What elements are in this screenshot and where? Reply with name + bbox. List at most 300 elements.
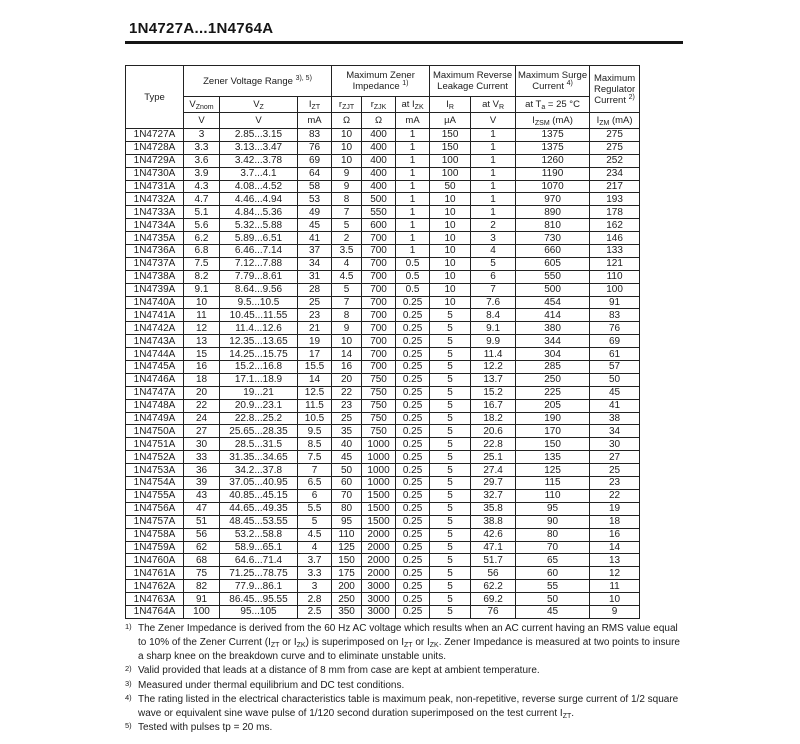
cell-value: 700 (362, 309, 396, 322)
cell-value: 9 (332, 167, 362, 180)
cell-value: 45 (332, 451, 362, 464)
cell-value: 95 (332, 515, 362, 528)
cell-type: 1N4749A (126, 412, 184, 425)
cell-value: 0.25 (396, 386, 430, 399)
cell-value: 4.7 (184, 193, 220, 206)
cell-value: 34.2...37.8 (220, 464, 298, 477)
cell-type: 1N4763A (126, 593, 184, 606)
cell-value: 5 (430, 477, 471, 490)
unit-ohm-rzjt: Ω (332, 113, 362, 129)
cell-value: 3.5 (332, 245, 362, 258)
cell-value: 5 (430, 515, 471, 528)
cell-value: 47 (184, 502, 220, 515)
cell-value: 86.45...95.55 (220, 593, 298, 606)
cell-value: 1375 (516, 129, 590, 142)
cell-value: 12.5 (298, 386, 332, 399)
cell-value: 11 (184, 309, 220, 322)
cell-value: 285 (516, 361, 590, 374)
cell-value: 10 (332, 154, 362, 167)
cell-value: 810 (516, 219, 590, 232)
cell-value: 49 (298, 206, 332, 219)
group-header-max-reverse-leakage: Maximum Reverse Leakage Current (430, 66, 516, 97)
cell-value: 13.7 (471, 373, 516, 386)
cell-value: 454 (516, 296, 590, 309)
cell-value: 45 (298, 219, 332, 232)
cell-value: 225 (516, 386, 590, 399)
cell-value: 10.45...11.55 (220, 309, 298, 322)
cell-value: 35.8 (471, 502, 516, 515)
cell-value: 1500 (362, 502, 396, 515)
cell-value: 25 (590, 464, 640, 477)
cell-value: 5 (430, 605, 471, 618)
cell-value: 7 (332, 206, 362, 219)
col-header-izt: $I_{ZT}$ (298, 97, 332, 113)
cell-value: 4 (298, 541, 332, 554)
table-row (126, 167, 640, 180)
cell-value: 90 (516, 515, 590, 528)
cell-value: 178 (590, 206, 640, 219)
cell-value: 7 (471, 283, 516, 296)
cell-value: 1500 (362, 489, 396, 502)
cell-value: 1 (396, 154, 430, 167)
cell-value: 25 (298, 296, 332, 309)
cell-value: 64 (298, 167, 332, 180)
table-row (126, 502, 640, 515)
cell-value: 1 (396, 232, 430, 245)
cell-value: 56 (471, 567, 516, 580)
cell-value: 34 (590, 425, 640, 438)
footnote-text: Valid provided that leads at a distance of 8 mm from case are kept at ambient temperature. (138, 665, 540, 677)
cell-value: 190 (516, 412, 590, 425)
cell-value: 3.9 (184, 167, 220, 180)
cell-value: 20.6 (471, 425, 516, 438)
cell-value: 605 (516, 257, 590, 270)
cell-value: 400 (362, 167, 396, 180)
zener-spec-table (125, 65, 640, 619)
cell-value: 110 (516, 489, 590, 502)
cell-value: 0.25 (396, 399, 430, 412)
cell-type: 1N4730A (126, 167, 184, 180)
cell-value: 150 (332, 554, 362, 567)
cell-value: 890 (516, 206, 590, 219)
cell-value: 7.5 (184, 257, 220, 270)
cell-value: 1 (471, 154, 516, 167)
cell-value: 95...105 (220, 605, 298, 618)
cell-value: 6.8 (184, 245, 220, 258)
cell-value: 350 (332, 605, 362, 618)
cell-value: 970 (516, 193, 590, 206)
cell-value: 750 (362, 373, 396, 386)
cell-type: 1N4761A (126, 567, 184, 580)
cell-value: 6.5 (298, 477, 332, 490)
cell-value: 4.84...5.36 (220, 206, 298, 219)
cell-value: 0.25 (396, 438, 430, 451)
cell-value: 1 (471, 180, 516, 193)
footnote-text: Measured under thermal equilibrium and DC test conditions. (138, 679, 405, 691)
cell-value: 83 (298, 129, 332, 142)
cell-value: 29.7 (471, 477, 516, 490)
cell-value: 5 (430, 451, 471, 464)
cell-value: 500 (516, 283, 590, 296)
table-row (126, 219, 640, 232)
cell-value: 1 (396, 180, 430, 193)
cell-value: 21 (298, 322, 332, 335)
cell-value: 9 (332, 322, 362, 335)
cell-value: 19 (298, 335, 332, 348)
cell-value: 217 (590, 180, 640, 193)
cell-value: 1000 (362, 451, 396, 464)
table-row (126, 141, 640, 154)
cell-value: 125 (516, 464, 590, 477)
cell-value: 2000 (362, 528, 396, 541)
cell-value: 0.5 (396, 257, 430, 270)
cell-value: 5 (430, 361, 471, 374)
cell-value: 1260 (516, 154, 590, 167)
col-header-vznom: $V_{Znom}$ (184, 97, 220, 113)
cell-type: 1N4736A (126, 245, 184, 258)
cell-value: 18 (590, 515, 640, 528)
cell-value: 3 (471, 232, 516, 245)
unit-izsm: $I_{ZSM}$ (mA) (516, 113, 590, 129)
cell-value: 550 (516, 270, 590, 283)
cell-value: 0.25 (396, 464, 430, 477)
cell-value: 11.5 (298, 399, 332, 412)
cell-value: 10 (430, 193, 471, 206)
cell-type: 1N4743A (126, 335, 184, 348)
cell-value: 15.2...16.8 (220, 361, 298, 374)
table-row (126, 245, 640, 258)
cell-value: 10 (184, 296, 220, 309)
cell-value: 69 (298, 154, 332, 167)
cell-value: 7.6 (471, 296, 516, 309)
cell-value: 0.25 (396, 335, 430, 348)
cell-value: 19...21 (220, 386, 298, 399)
cell-value: 4.08...4.52 (220, 180, 298, 193)
cell-value: 6.46...7.14 (220, 245, 298, 258)
cell-value: 31.35...34.65 (220, 451, 298, 464)
cell-value: 10.5 (298, 412, 332, 425)
cell-value: 43 (184, 489, 220, 502)
cell-value: 1 (396, 193, 430, 206)
unit-v-vr: V (471, 113, 516, 129)
cell-value: 5 (430, 528, 471, 541)
title-rule (125, 41, 683, 44)
cell-type: 1N4735A (126, 232, 184, 245)
cell-value: 2000 (362, 541, 396, 554)
cell-value: 15.5 (298, 361, 332, 374)
cell-value: 9.9 (471, 335, 516, 348)
cell-value: 60 (516, 567, 590, 580)
cell-value: 2000 (362, 567, 396, 580)
cell-value: 3000 (362, 605, 396, 618)
cell-value: 4.3 (184, 180, 220, 193)
table-row (126, 554, 640, 567)
cell-value: 18 (184, 373, 220, 386)
cell-value: 0.25 (396, 528, 430, 541)
cell-value: 13 (184, 335, 220, 348)
table-row (126, 180, 640, 193)
cell-value: 1375 (516, 141, 590, 154)
group-header-max-regulator-current: Maximum Regulator Current $^{2)}$ (590, 66, 640, 113)
cell-value: 76 (590, 322, 640, 335)
cell-value: 8 (332, 193, 362, 206)
cell-value: 250 (516, 373, 590, 386)
cell-value: 1 (396, 245, 430, 258)
cell-value: 28.5...31.5 (220, 438, 298, 451)
cell-value: 380 (516, 322, 590, 335)
cell-value: 5.6 (184, 219, 220, 232)
cell-value: 0.25 (396, 605, 430, 618)
cell-value: 600 (362, 219, 396, 232)
table-row (126, 206, 640, 219)
cell-value: 25 (332, 412, 362, 425)
cell-value: 10 (332, 141, 362, 154)
col-header-rzjt: $r_{ZJT}$ (332, 97, 362, 113)
cell-value: 9.5 (298, 425, 332, 438)
cell-type: 1N4755A (126, 489, 184, 502)
cell-value: 2000 (362, 554, 396, 567)
cell-value: 19 (590, 502, 640, 515)
cell-value: 9 (590, 605, 640, 618)
table-row (126, 477, 640, 490)
cell-value: 32.7 (471, 489, 516, 502)
cell-value: 750 (362, 399, 396, 412)
col-header-at-izk: at $I_{ZK}$ (396, 97, 430, 113)
cell-value: 4 (332, 257, 362, 270)
cell-value: 414 (516, 309, 590, 322)
cell-type: 1N4727A (126, 129, 184, 142)
cell-value: 150 (430, 129, 471, 142)
cell-value: 7.12...7.88 (220, 257, 298, 270)
cell-value: 700 (362, 283, 396, 296)
cell-value: 10 (332, 335, 362, 348)
table-row (126, 309, 640, 322)
cell-value: 14 (332, 348, 362, 361)
cell-value: 15 (184, 348, 220, 361)
cell-value: 22.8...25.2 (220, 412, 298, 425)
header-row-groups (126, 66, 640, 97)
cell-value: 91 (590, 296, 640, 309)
cell-value: 0.25 (396, 348, 430, 361)
cell-value: 30 (184, 438, 220, 451)
cell-value: 77.9...86.1 (220, 580, 298, 593)
cell-value: 5.32...5.88 (220, 219, 298, 232)
header-row-units (126, 113, 640, 129)
cell-value: 0.25 (396, 477, 430, 490)
cell-value: 5 (430, 580, 471, 593)
cell-value: 750 (362, 386, 396, 399)
footnote-marker: 2) (125, 664, 132, 674)
cell-value: 5 (430, 322, 471, 335)
unit-izm: $I_{ZM}$ (mA) (590, 113, 640, 129)
page-title: 1N4727A...1N4764A (129, 20, 274, 37)
cell-value: 1500 (362, 515, 396, 528)
cell-value: 0.25 (396, 541, 430, 554)
cell-value: 50 (332, 464, 362, 477)
cell-value: 5 (430, 335, 471, 348)
cell-type: 1N4764A (126, 605, 184, 618)
cell-value: 68 (184, 554, 220, 567)
cell-value: 12 (184, 322, 220, 335)
cell-value: 0.25 (396, 554, 430, 567)
footnote-marker: 1) (125, 621, 132, 631)
cell-value: 5.89...6.51 (220, 232, 298, 245)
unit-v-z: V (220, 113, 298, 129)
cell-value: 750 (362, 425, 396, 438)
cell-value: 5 (430, 464, 471, 477)
cell-value: 400 (362, 129, 396, 142)
table-body (126, 129, 640, 619)
footnote-marker: 4) (125, 692, 132, 702)
cell-value: 252 (590, 154, 640, 167)
cell-value: 0.25 (396, 309, 430, 322)
cell-value: 53 (298, 193, 332, 206)
header-row-symbols (126, 97, 640, 113)
cell-value: 3.3 (298, 567, 332, 580)
cell-value: 38 (590, 412, 640, 425)
col-header-vz: $V_Z$ (220, 97, 298, 113)
cell-type: 1N4753A (126, 464, 184, 477)
cell-value: 8.5 (298, 438, 332, 451)
cell-value: 83 (590, 309, 640, 322)
cell-value: 10 (430, 296, 471, 309)
cell-value: 3.13...3.47 (220, 141, 298, 154)
cell-value: 700 (362, 348, 396, 361)
cell-value: 5 (430, 373, 471, 386)
cell-value: 730 (516, 232, 590, 245)
cell-value: 175 (332, 567, 362, 580)
cell-value: 4 (471, 245, 516, 258)
cell-value: 1 (396, 219, 430, 232)
table-row (126, 335, 640, 348)
cell-value: 7.79...8.61 (220, 270, 298, 283)
cell-value: 17 (298, 348, 332, 361)
cell-value: 5 (332, 283, 362, 296)
footnote-4 (125, 693, 683, 721)
cell-type: 1N4746A (126, 373, 184, 386)
cell-value: 6 (298, 489, 332, 502)
unit-ma-izt: mA (298, 113, 332, 129)
table-header (126, 66, 640, 129)
cell-value: 0.25 (396, 502, 430, 515)
cell-value: 0.25 (396, 593, 430, 606)
table-row (126, 270, 640, 283)
cell-value: 41 (590, 399, 640, 412)
cell-value: 135 (516, 451, 590, 464)
footnotes (125, 622, 683, 736)
cell-value: 10 (430, 245, 471, 258)
cell-value: 1 (471, 206, 516, 219)
cell-type: 1N4758A (126, 528, 184, 541)
cell-value: 10 (332, 129, 362, 142)
cell-value: 37.05...40.95 (220, 477, 298, 490)
cell-value: 1 (471, 193, 516, 206)
cell-value: 76 (298, 141, 332, 154)
cell-value: 5 (430, 554, 471, 567)
cell-value: 13 (590, 554, 640, 567)
cell-value: 14.25...15.75 (220, 348, 298, 361)
cell-value: 750 (362, 412, 396, 425)
group-header-zener-voltage-range: Zener Voltage Range $^{3), 5)}$ (184, 66, 332, 97)
table-row (126, 283, 640, 296)
cell-value: 344 (516, 335, 590, 348)
cell-value: 146 (590, 232, 640, 245)
cell-value: 121 (590, 257, 640, 270)
footnote-3 (125, 679, 683, 693)
cell-value: 0.25 (396, 296, 430, 309)
cell-value: 3000 (362, 593, 396, 606)
cell-value: 304 (516, 348, 590, 361)
cell-type: 1N4747A (126, 386, 184, 399)
cell-value: 110 (332, 528, 362, 541)
table-row (126, 257, 640, 270)
cell-value: 150 (430, 141, 471, 154)
table-row (126, 361, 640, 374)
cell-type: 1N4754A (126, 477, 184, 490)
cell-value: 3.42...3.78 (220, 154, 298, 167)
cell-value: 6.2 (184, 232, 220, 245)
group-header-max-zener-impedance: Maximum Zener Impedance $^{1)}$ (332, 66, 430, 97)
cell-type: 1N4744A (126, 348, 184, 361)
cell-value: 1190 (516, 167, 590, 180)
cell-value: 33 (184, 451, 220, 464)
cell-value: 6 (471, 270, 516, 283)
cell-value: 30 (590, 438, 640, 451)
cell-value: 15.2 (471, 386, 516, 399)
cell-value: 20.9...23.1 (220, 399, 298, 412)
cell-value: 24 (184, 412, 220, 425)
cell-value: 22 (332, 386, 362, 399)
cell-value: 34 (298, 257, 332, 270)
cell-type: 1N4729A (126, 154, 184, 167)
footnote-1 (125, 622, 683, 665)
cell-value: 1000 (362, 464, 396, 477)
cell-value: 25.65...28.35 (220, 425, 298, 438)
footnote-text: The rating listed in the electrical characteristics table is maximum peak, non-repetitive, reverse surge current of 1/2 square wave or equivalent sine wave pulse of 1/120 second duration superimposed on the test current $I_{ZT}$. (138, 693, 679, 721)
cell-value: 150 (516, 438, 590, 451)
cell-value: 5 (430, 541, 471, 554)
cell-value: 115 (516, 477, 590, 490)
cell-type: 1N4750A (126, 425, 184, 438)
cell-value: 9 (332, 180, 362, 193)
cell-type: 1N4759A (126, 541, 184, 554)
cell-value: 250 (332, 593, 362, 606)
cell-value: 234 (590, 167, 640, 180)
table-row (126, 451, 640, 464)
cell-value: 57 (590, 361, 640, 374)
cell-type: 1N4760A (126, 554, 184, 567)
cell-value: 56 (184, 528, 220, 541)
cell-value: 23 (332, 399, 362, 412)
cell-value: 100 (430, 154, 471, 167)
cell-value: 1 (396, 129, 430, 142)
cell-value: 71.25...78.75 (220, 567, 298, 580)
cell-value: 80 (332, 502, 362, 515)
cell-value: 11.4...12.6 (220, 322, 298, 335)
cell-value: 48.45...53.55 (220, 515, 298, 528)
cell-value: 1 (396, 141, 430, 154)
table-row (126, 154, 640, 167)
cell-value: 16 (590, 528, 640, 541)
cell-value: 64.6...71.4 (220, 554, 298, 567)
cell-value: 22.8 (471, 438, 516, 451)
cell-value: 8 (332, 309, 362, 322)
cell-value: 5 (430, 502, 471, 515)
cell-value: 14 (590, 541, 640, 554)
cell-value: 3.3 (184, 141, 220, 154)
cell-value: 5 (430, 489, 471, 502)
unit-ohm-rzjk: Ω (362, 113, 396, 129)
